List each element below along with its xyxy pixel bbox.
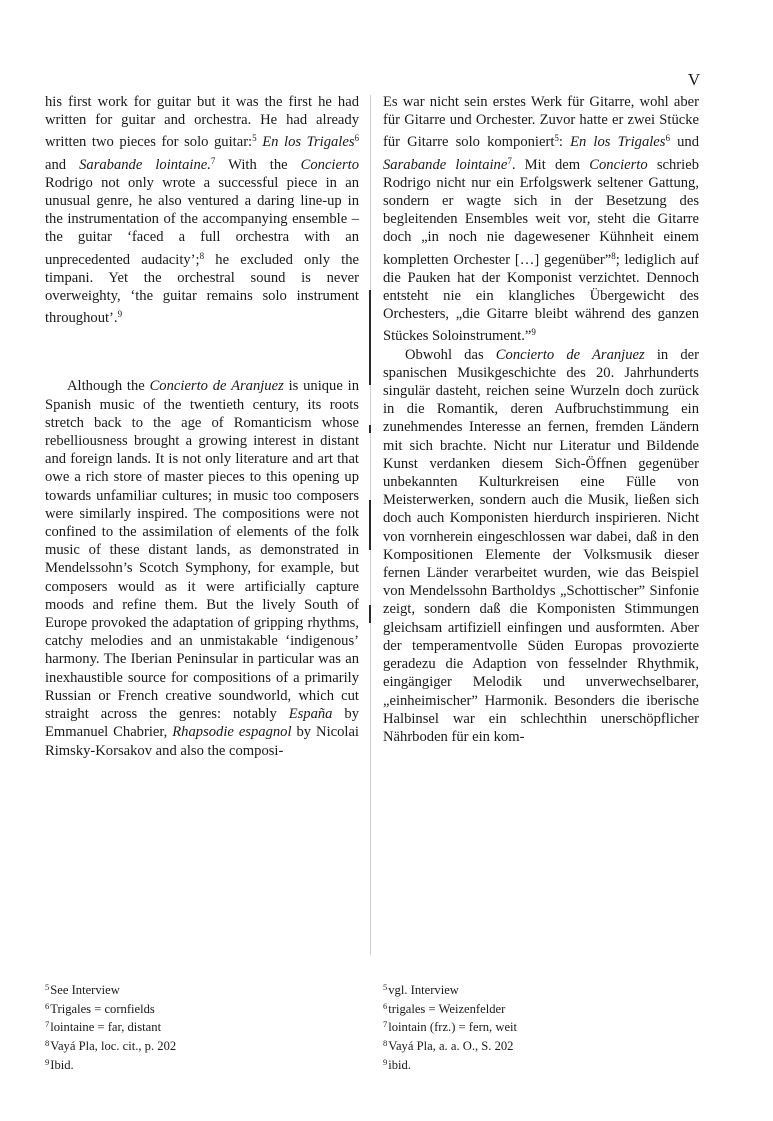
page-number: V [687,70,701,89]
footnote: $^9$ibid. [383,1056,411,1072]
english-column [45,93,359,760]
german-paragraph-2: Obwohl das Concierto de Aranjuez in der spanischen Musikgeschichte des 20. Jahrhunderts singulär dasteht, reichen seine Wurzeln doch zurück in die Romantik, deren Aufbruchstimmung ein zunehmendes Interesse an fernen, fremden Ländern mit sich brachte. Nicht nur Literatur und Bildende Kunst verdanken diesem Sich-Öffnen gegenüber unbekannten Kulturkreisen eine Fülle von Meisterwerken, sondern auch die Musik, ließen sich doch auch Komponisten hierdurch inspirieren. Nicht von vornherein eingeschlossen war dabei, daß in den Kompositionen Elemente der Volksmusik dieser fernen Länder verarbeitet wurden, wie das Beispiel von Mendelssohn Bartholdys „Schottischer” Sinfonie zeigt, sondern daß die Komponisten Stimmungen gleichsam artifiziell einfingen und ausformten. Aber der temperamentvolle Süden Europas provozierte geradezu die Adaption von fesselnder Rhythmik, eingängiger Melodik und unverwechselbarer, „einheimischer” Harmonik. Besonders die iberische Halbinsel war ein schlechthin unerschöpflicher Nährboden für ein kom- [383,346,699,745]
footnote: $^6$Trigales = cornfields [45,1000,155,1016]
footnote: $^7$lointain (frz.) = fern, weit [383,1019,518,1035]
margin-mark [369,500,371,550]
english-footnotes [45,980,345,1074]
margin-mark [369,290,371,385]
footnote: $^7$lointaine = far, distant [45,1019,162,1035]
english-paragraph-2: Although the Concierto de Aranjuez is unique in Spanish music of the twentieth century, its roots stretch back to the age of Romanticism whose rebelliousness brought a growing interest in distant and foreign lands. It is not only literature and art that owe a rich store of master pieces to this opening up towards unfamiliar cultures; in music too composers were similarly inspired. The compositions were not confined to the assimilation of elements of the folk music of these distant lands, as demonstrated in Mendelssohn’s Scotch Symphony, for example, but composers would as it were artificially capture moods and refine them. But the lively South of Europe provoked the adaptation of gripping rhythms, catchy melodies and an unmistakable ‘indigenous’ harmony. The Iberian Peninsular in particular was an inexhaustible source for compositions of a primarily Russian or French creative soundworld, which cut straight across the genres: notably España by Emmanuel Chabrier, Rhapsodie espagnol by Nicolai Rimsky-Korsakov and also the composi- [45,378,359,759]
footnote: $^5$See Interview [45,982,120,997]
german-column [383,93,699,746]
footnote: $^6$trigales = Weizenfelder [383,1000,506,1016]
margin-mark [369,425,371,433]
footnote: $^8$Vayá Pla, loc. cit., p. 202 [45,1038,177,1054]
german-paragraph-1: Es war nicht sein erstes Werk für Gitarre, wohl aber für Gitarre und Orchester. Zuvor hatte er zwei Stücke für Gitarre solo komponiert$^5$: En los Trigales$^6$ und Sarabande lointaine$^7$. Mit dem Concierto schrieb Rodrigo nicht nur ein Erfolgswerk seltener Gattung, sondern er wagte sich in der Besetzung des begleitenden Ensembles weit vor, steht die Gitarre doch „in noch nie dagewesener Kühnheit einem kompletten Orchester […] gegenüber”$^8$; lediglich auf die Pauken hat der Komponist verzichtet. Dennoch entsteht nie ein klangliches Übergewicht des Orchesters, „die Gitarre bleibt während des ganzen Stückes Soloinstrument.”$^9$ [383,94,700,345]
footnote: $^9$Ibid. [45,1056,74,1072]
margin-mark [369,605,371,623]
footnote: $^5$vgl. Interview [383,982,459,997]
footnote: $^8$Vayá Pla, a. a. O., S. 202 [383,1038,514,1054]
english-paragraph-1: his first work for guitar but it was the first he had written for guitar and orchestra. He had already written two pieces for solo guitar:$^5$ En los Trigales$^6$ and Sarabande lointaine.$^7$ With the Concierto Rodrigo not only wrote a successful piece in an unusual genre, he also ventured a daring line-up in the instrumentation of the accompanying ensemble – the guitar ‘faced a full orchestra with an unprecedented audacity’;$^8$ he excluded only the timpani. Yet the orchestral sound is never overweighty, ‘the guitar remains solo instrument throughout’.$^9$ [45,94,360,327]
german-footnotes [383,980,683,1074]
